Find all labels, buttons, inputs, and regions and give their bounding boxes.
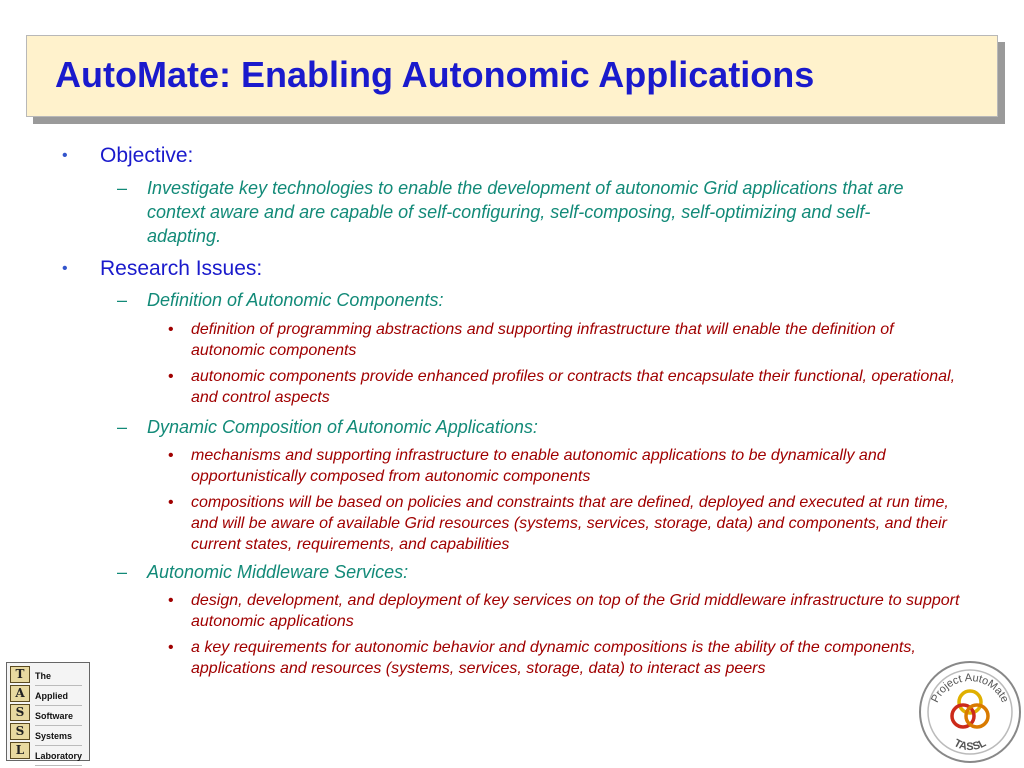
tassl-letter: S bbox=[10, 723, 30, 740]
bullet-dash: – bbox=[117, 562, 128, 582]
research-point-text: a key requirements for autonomic behavior and dynamic compositions is the ability of the components, applications and resources (systems, services, storage, data) to interact as peers bbox=[191, 639, 916, 677]
slide-content bbox=[0, 140, 1024, 679]
tassl-letter: L bbox=[10, 742, 30, 759]
tassl-words bbox=[35, 668, 82, 768]
bullet-dash: – bbox=[117, 290, 128, 310]
tassl-word: Laboratory bbox=[35, 748, 82, 766]
research-heading-middleware bbox=[117, 560, 927, 584]
bullet-objective bbox=[62, 144, 980, 168]
research-label: Research Issues: bbox=[100, 257, 263, 280]
research-heading-components bbox=[117, 288, 927, 312]
research-heading: Autonomic Middleware Services: bbox=[147, 562, 409, 582]
objective-text-item bbox=[117, 176, 927, 248]
research-point bbox=[168, 366, 971, 408]
bullet-dot: • bbox=[168, 321, 174, 338]
bullet-dot: • bbox=[62, 260, 68, 277]
bullet-dot: • bbox=[168, 368, 174, 385]
research-heading-composition bbox=[117, 415, 927, 439]
bullet-dash: – bbox=[117, 417, 128, 437]
bullet-research-issues bbox=[62, 257, 980, 281]
tassl-word: The bbox=[35, 668, 82, 686]
bullet-dot: • bbox=[168, 494, 174, 511]
research-point bbox=[168, 319, 971, 361]
research-point bbox=[168, 590, 971, 632]
tassl-letter: T bbox=[10, 666, 30, 683]
tassl-letter-blocks bbox=[10, 666, 32, 761]
tassl-letter: A bbox=[10, 685, 30, 702]
research-point bbox=[168, 445, 971, 487]
bullet-dot: • bbox=[62, 147, 68, 164]
bullet-dot: • bbox=[168, 639, 174, 656]
tassl-logo bbox=[6, 662, 90, 761]
bullet-dash: – bbox=[117, 178, 128, 198]
slide-title: AutoMate: Enabling Autonomic Applications bbox=[55, 54, 815, 95]
seal-bottom-text: TASSL bbox=[951, 737, 989, 754]
tassl-letter: S bbox=[10, 704, 30, 721]
bullet-dot: • bbox=[168, 592, 174, 609]
research-point-text: autonomic components provide enhanced profiles or contracts that encapsulate their functional, operational, and control aspects bbox=[191, 368, 956, 406]
bullet-dot: • bbox=[168, 447, 174, 464]
objective-text: Investigate key technologies to enable the development of autonomic Grid applications that are context aware and are capable of self-configuring, self-composing, self-optimizing and self-adapting. bbox=[147, 178, 904, 246]
research-point-text: design, development, and deployment of key services on top of the Grid middleware infrastructure to support autonomic applications bbox=[191, 592, 960, 630]
tassl-word: Systems bbox=[35, 728, 82, 746]
tassl-word: Software bbox=[35, 708, 82, 726]
research-point-text: definition of programming abstractions and supporting infrastructure that will enable the definition of autonomic components bbox=[191, 321, 894, 359]
research-point bbox=[168, 492, 971, 555]
research-point-text: compositions will be based on policies and constraints that are defined, deployed and executed at run time, and will be aware of available Grid resources (systems, services, storage, data) and components, and their current states, requirements, and capabilities bbox=[191, 494, 949, 553]
research-heading: Dynamic Composition of Autonomic Applications: bbox=[147, 417, 538, 437]
seal-top-text: Project AutoMate bbox=[929, 671, 1011, 705]
research-point bbox=[168, 637, 971, 679]
research-heading: Definition of Autonomic Components: bbox=[147, 290, 444, 310]
objective-label: Objective: bbox=[100, 144, 194, 167]
research-point-text: mechanisms and supporting infrastructure to enable autonomic applications to be dynamically and opportunistically composed from autonomic components bbox=[191, 447, 886, 485]
automate-seal-logo bbox=[918, 660, 1022, 764]
title-banner bbox=[26, 35, 998, 117]
tassl-word: Applied bbox=[35, 688, 82, 706]
